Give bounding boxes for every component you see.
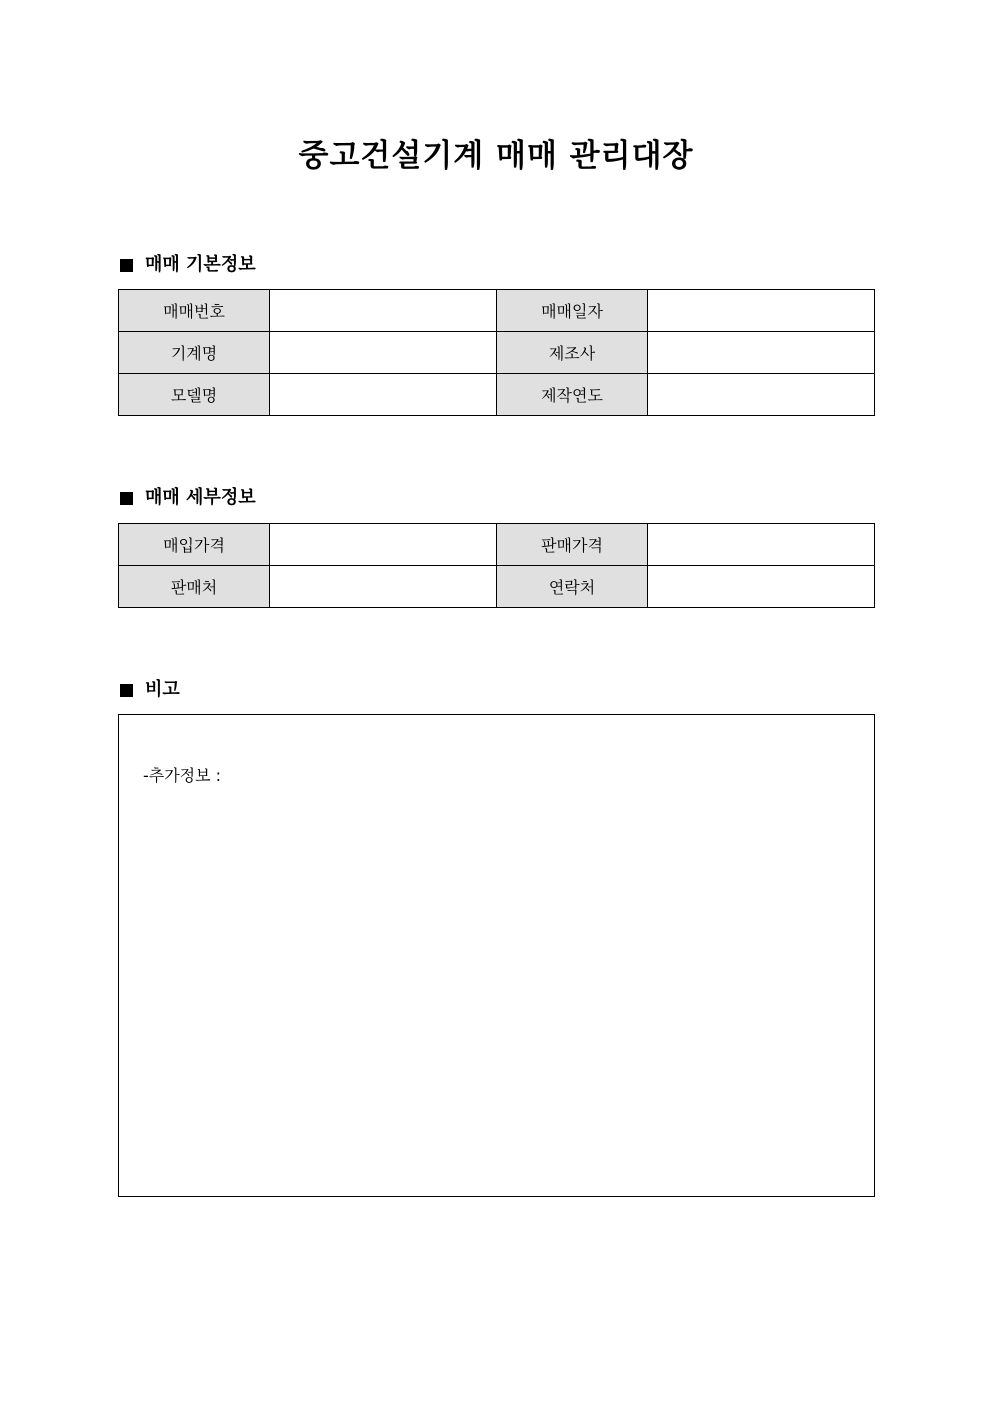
field-manufacturer[interactable] [648, 332, 875, 374]
field-purchase-price[interactable] [270, 524, 497, 566]
section-heading-notes [120, 678, 180, 702]
square-bullet-icon [120, 259, 133, 272]
field-model-name[interactable] [270, 374, 497, 416]
field-production-year[interactable] [648, 374, 875, 416]
section-heading-detail-label: 매매 세부정보 [145, 487, 256, 508]
section-heading-basic-label: 매매 기본정보 [145, 254, 256, 275]
section-heading-basic [120, 253, 256, 277]
label-contact: 연락처 [497, 566, 648, 608]
square-bullet-icon [120, 684, 133, 697]
label-sale-date: 매매일자 [497, 290, 648, 332]
label-machine-name: 기계명 [119, 332, 270, 374]
field-sale-date[interactable] [648, 290, 875, 332]
table-row [119, 566, 875, 608]
field-machine-name[interactable] [270, 332, 497, 374]
table-row [119, 524, 875, 566]
label-seller: 판매처 [119, 566, 270, 608]
section-heading-notes-label: 비고 [145, 679, 180, 700]
label-production-year: 제작연도 [497, 374, 648, 416]
field-sale-number[interactable] [270, 290, 497, 332]
notes-additional-info: -추가정보 : [143, 766, 222, 785]
field-sale-price[interactable] [648, 524, 875, 566]
notes-box[interactable] [118, 714, 875, 1197]
label-model-name: 모델명 [119, 374, 270, 416]
document-title: 중고건설기계 매매 관리대장 [298, 138, 694, 174]
table-row [119, 332, 875, 374]
field-seller[interactable] [270, 566, 497, 608]
basic-info-table [118, 289, 875, 416]
field-contact[interactable] [648, 566, 875, 608]
detail-info-table [118, 523, 875, 608]
label-sale-number: 매매번호 [119, 290, 270, 332]
table-row [119, 374, 875, 416]
label-purchase-price: 매입가격 [119, 524, 270, 566]
label-manufacturer: 제조사 [497, 332, 648, 374]
section-heading-detail [120, 486, 256, 510]
table-row [119, 290, 875, 332]
label-sale-price: 판매가격 [497, 524, 648, 566]
square-bullet-icon [120, 492, 133, 505]
